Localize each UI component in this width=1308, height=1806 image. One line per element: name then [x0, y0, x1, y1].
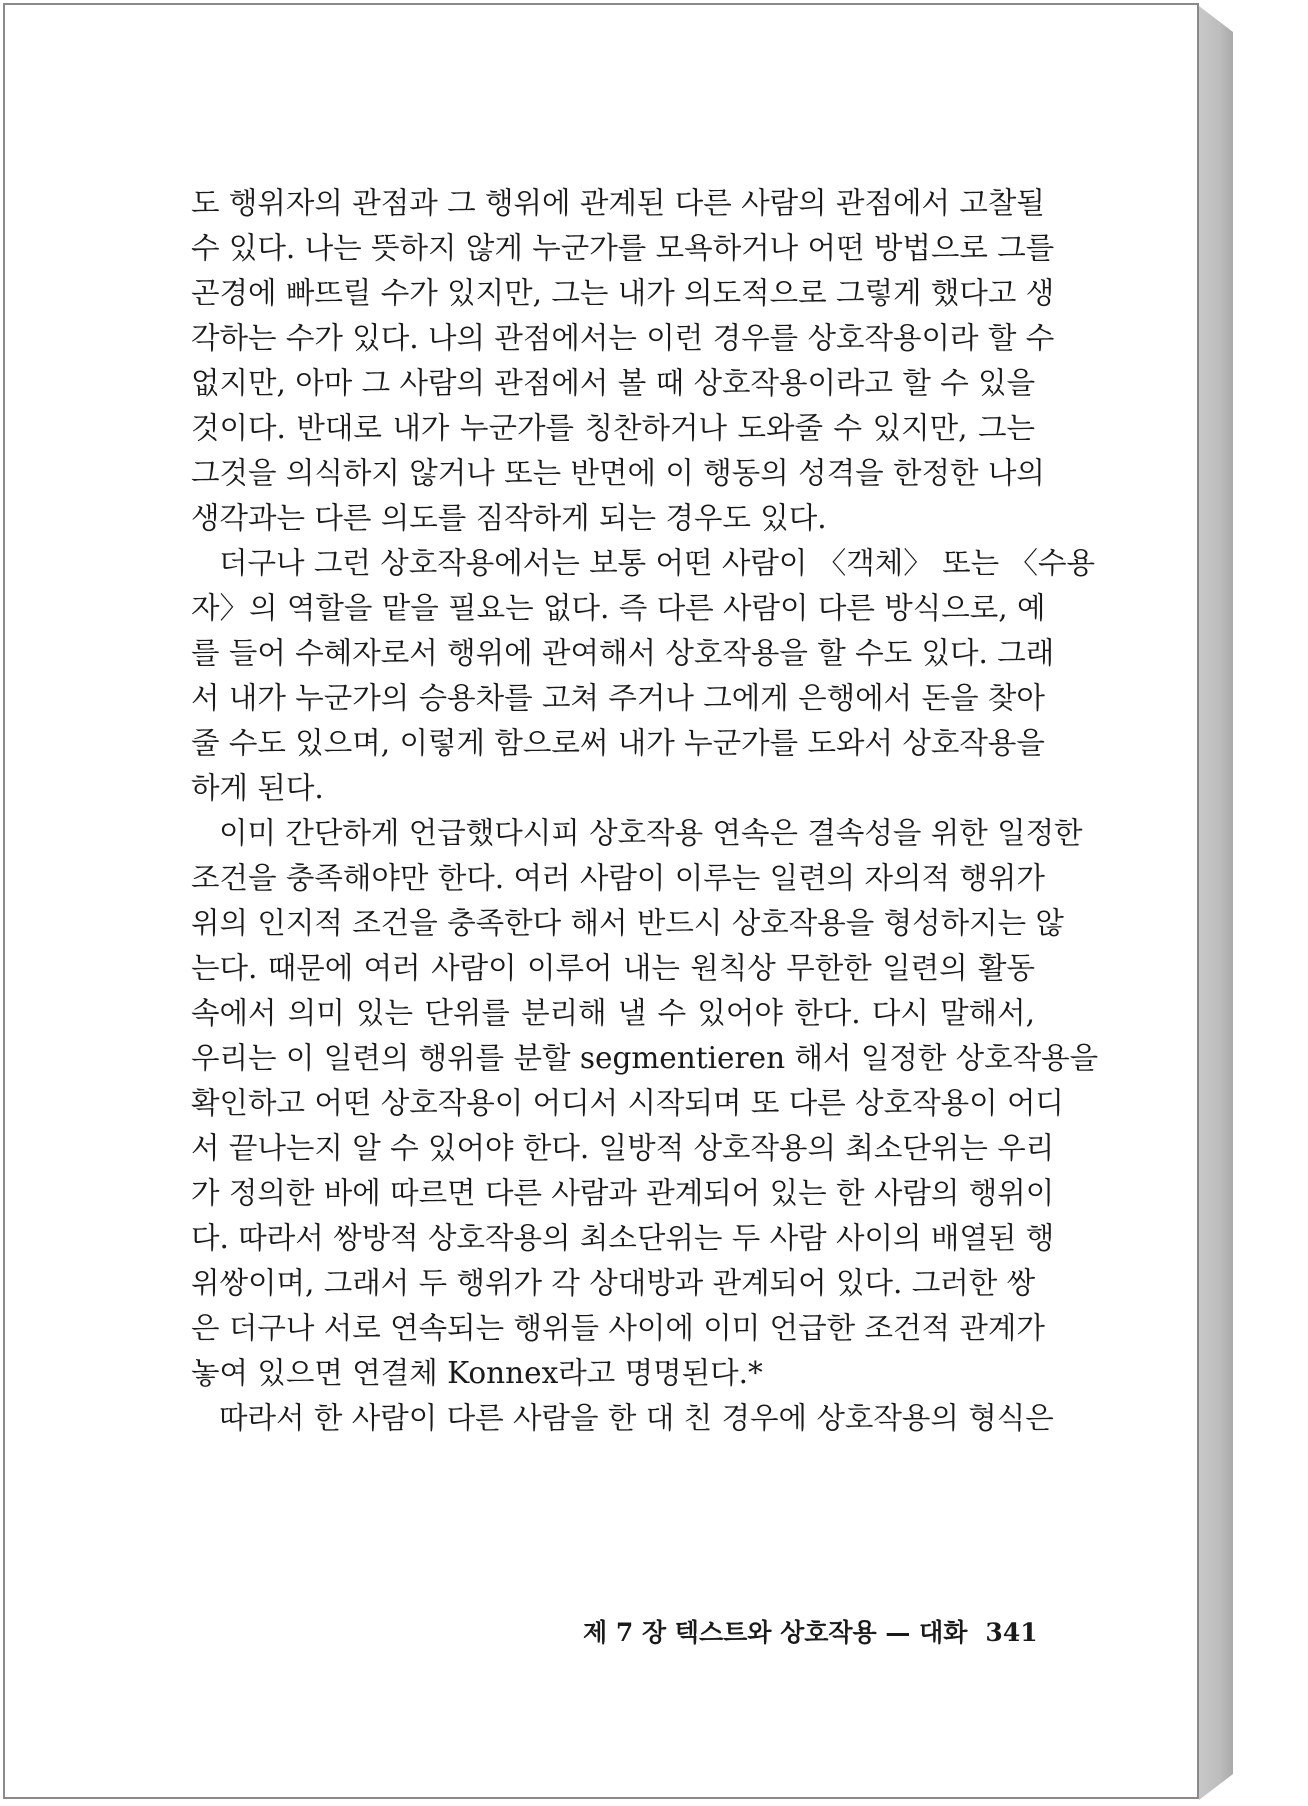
text-line: 가 정의한 바에 따르면 다른 사람과 관계되어 있는 한 사람의 행위이	[191, 1176, 1055, 1210]
text-line: 은 더구나 서로 연속되는 행위들 사이에 이미 언급한 조건적 관계가	[191, 1311, 1045, 1345]
text-line: 생각과는 다른 의도를 짐작하게 되는 경우도 있다.	[191, 501, 827, 535]
text-line: 도 행위자의 관점과 그 행위에 관계된 다른 사람의 관점에서 고찰될	[191, 186, 1045, 220]
text-line: 다. 따라서 쌍방적 상호작용의 최소단위는 두 사람 사이의 배열된 행	[191, 1221, 1055, 1255]
text-line: 줄 수도 있으며, 이렇게 함으로써 내가 누군가를 도와서 상호작용을	[191, 726, 1045, 760]
text-line: 따라서 한 사람이 다른 사람을 한 대 친 경우에 상호작용의 형식은	[219, 1401, 1054, 1435]
text-line: 서 끝나는지 알 수 있어야 한다. 일방적 상호작용의 최소단위는 우리	[191, 1131, 1055, 1165]
page-edge-shadow	[1199, 6, 1233, 1800]
text-line: 우리는 이 일련의 행위를 분할 segmentieren 해서 일정한 상호작용을	[191, 1041, 1099, 1075]
text-line: 를 들어 수혜자로서 행위에 관여해서 상호작용을 할 수도 있다. 그래	[191, 636, 1055, 670]
page-sheet	[3, 3, 1199, 1799]
text-line: 수 있다. 나는 뜻하지 않게 누군가를 모욕하거나 어떤 방법으로 그를	[191, 231, 1055, 265]
text-line: 곤경에 빠뜨릴 수가 있지만, 그는 내가 의도적으로 그렇게 했다고 생	[191, 276, 1055, 310]
text-line: 이미 간단하게 언급했다시피 상호작용 연속은 결속성을 위한 일정한	[219, 816, 1083, 850]
text-line: 확인하고 어떤 상호작용이 어디서 시작되며 또 다른 상호작용이 어디	[191, 1086, 1064, 1120]
text-line: 더구나 그런 상호작용에서는 보통 어떤 사람이 〈객체〉 또는 〈수용	[219, 546, 1095, 580]
text-line: 조건을 충족해야만 한다. 여러 사람이 이루는 일련의 자의적 행위가	[191, 861, 1045, 895]
page-number: 341	[985, 1618, 1038, 1647]
text-line: 위쌍이며, 그래서 두 행위가 각 상대방과 관계되어 있다. 그러한 쌍	[191, 1266, 1036, 1300]
text-line: 그것을 의식하지 않거나 또는 반면에 이 행동의 성격을 한정한 나의	[191, 456, 1045, 490]
text-line: 자〉의 역할을 맡을 필요는 없다. 즉 다른 사람이 다른 방식으로, 예	[191, 591, 1046, 625]
body-text	[191, 181, 1099, 1441]
running-head: 제 7 장 텍스트와 상호작용 — 대화	[583, 1618, 968, 1647]
text-line: 것이다. 반대로 내가 누군가를 칭찬하거나 도와줄 수 있지만, 그는	[191, 411, 1035, 445]
text-line: 서 내가 누군가의 승용차를 고쳐 주거나 그에게 은행에서 돈을 찾아	[191, 681, 1045, 715]
text-line: 위의 인지적 조건을 충족한다 해서 반드시 상호작용을 형성하지는 않	[191, 906, 1064, 940]
text-line: 속에서 의미 있는 단위를 분리해 낼 수 있어야 한다. 다시 말해서,	[191, 996, 1035, 1030]
page-footer	[583, 1613, 1038, 1653]
text-line: 각하는 수가 있다. 나의 관점에서는 이런 경우를 상호작용이라 할 수	[191, 321, 1055, 355]
text-line: 없지만, 아마 그 사람의 관점에서 볼 때 상호작용이라고 할 수 있을	[191, 366, 1036, 400]
text-line: 하게 된다.	[191, 771, 324, 805]
text-line: 놓여 있으면 연결체 Konnex라고 명명된다.*	[191, 1356, 763, 1390]
text-line: 는다. 때문에 여러 사람이 이루어 내는 원칙상 무한한 일련의 활동	[191, 951, 1035, 985]
